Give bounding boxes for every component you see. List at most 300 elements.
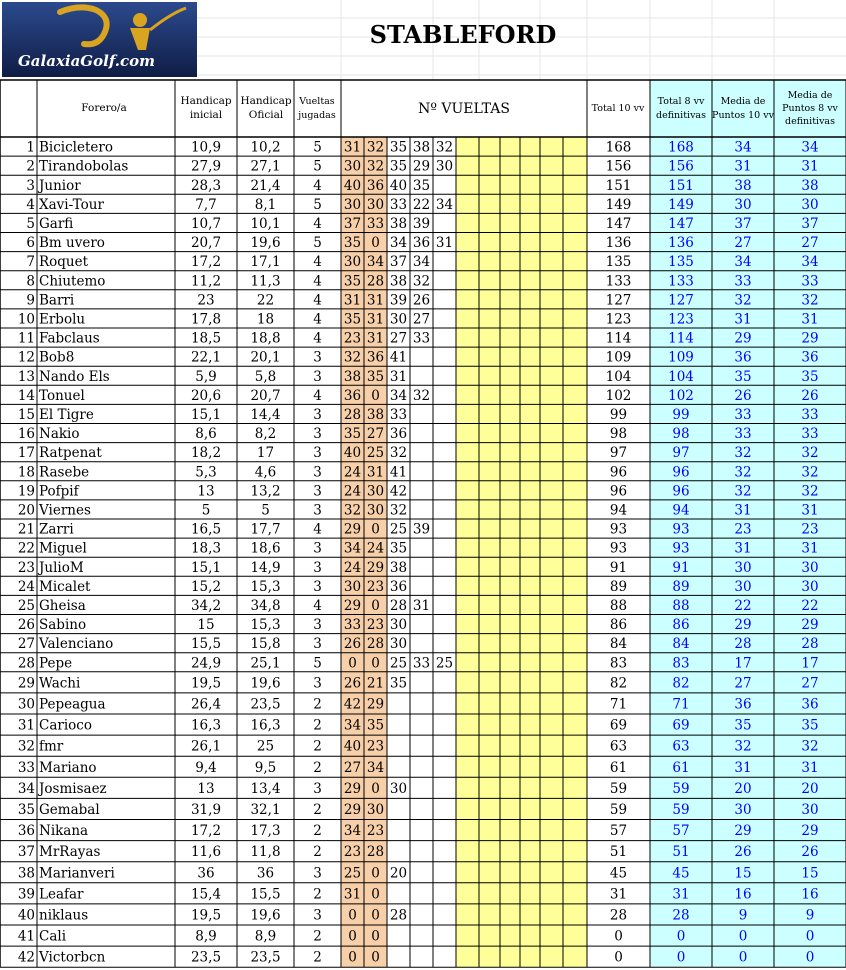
total-8-vv: 93 bbox=[672, 521, 690, 538]
vueltas-jugadas: 3 bbox=[313, 636, 322, 653]
media-10-vv: 32 bbox=[734, 445, 752, 462]
media-10-vv: 22 bbox=[734, 597, 752, 614]
media-10-vv: 31 bbox=[734, 502, 752, 519]
round-score: 30 bbox=[389, 311, 408, 328]
round-score: 40 bbox=[389, 177, 408, 194]
handicap-inicial: 11,6 bbox=[190, 844, 222, 861]
forero-name: JulioM bbox=[39, 559, 84, 576]
vueltas-jugadas: 2 bbox=[313, 801, 322, 818]
forero-name: Pepe bbox=[39, 655, 73, 672]
round-score: 32 bbox=[412, 387, 431, 404]
forero-name: Pepeagua bbox=[39, 696, 106, 713]
total-10-vv: 84 bbox=[609, 636, 628, 653]
handicap-inicial: 15 bbox=[197, 617, 215, 634]
round-score: 23 bbox=[343, 844, 362, 861]
total-10-vv: 147 bbox=[605, 215, 632, 232]
forero-name: Nikana bbox=[39, 823, 89, 840]
round-score: 0 bbox=[371, 521, 380, 538]
media-10-vv: 9 bbox=[738, 907, 748, 924]
media-10-vv: 33 bbox=[734, 426, 752, 443]
handicap-inicial: 36 bbox=[197, 865, 215, 882]
round-score: 34 bbox=[366, 254, 385, 271]
total-10-vv: 59 bbox=[609, 780, 628, 797]
total-8-vv: 97 bbox=[672, 445, 690, 462]
forero-name: Micalet bbox=[39, 578, 91, 595]
total-10-vv: 61 bbox=[609, 759, 628, 776]
round-score: 36 bbox=[366, 349, 385, 366]
round-score: 23 bbox=[343, 330, 362, 347]
round-score: 0 bbox=[371, 949, 380, 966]
media-8-vv: 34 bbox=[801, 139, 819, 156]
total-8-vv: 99 bbox=[672, 406, 690, 423]
table-body bbox=[18, 137, 846, 967]
total-10-vv: 93 bbox=[609, 540, 628, 557]
handicap-inicial: 20,7 bbox=[190, 235, 222, 252]
media-8-vv: 33 bbox=[801, 426, 819, 443]
media-8-vv: 30 bbox=[801, 801, 819, 818]
round-score: 35 bbox=[389, 675, 408, 692]
round-score: 40 bbox=[343, 177, 362, 194]
media-8-vv: 33 bbox=[801, 273, 819, 290]
vueltas-jugadas: 3 bbox=[313, 865, 322, 882]
row-number: 27 bbox=[17, 636, 35, 653]
logo-text: GalaxiaGolf.com bbox=[18, 52, 155, 70]
header-n-vueltas: Nº VUELTAS bbox=[418, 101, 510, 117]
handicap-oficial: 36 bbox=[256, 865, 275, 882]
handicap-oficial: 11,8 bbox=[250, 844, 281, 861]
round-score: 25 bbox=[389, 521, 408, 538]
round-score: 30 bbox=[366, 801, 385, 818]
round-score: 34 bbox=[366, 759, 385, 776]
handicap-inicial: 28,3 bbox=[190, 177, 222, 194]
round-score: 30 bbox=[389, 636, 408, 653]
handicap-oficial: 18,6 bbox=[250, 540, 281, 557]
handicap-inicial: 10,7 bbox=[190, 215, 222, 232]
media-8-vv: 33 bbox=[801, 406, 819, 423]
round-score: 29 bbox=[366, 559, 385, 576]
handicap-inicial: 18,2 bbox=[190, 445, 222, 462]
media-10-vv: 30 bbox=[734, 559, 752, 576]
handicap-inicial: 20,6 bbox=[190, 387, 222, 404]
total-8-vv: 114 bbox=[668, 330, 694, 347]
round-score: 33 bbox=[389, 406, 408, 423]
total-10-vv: 99 bbox=[609, 406, 628, 423]
handicap-inicial: 34,2 bbox=[190, 597, 222, 614]
total-8-vv: 88 bbox=[672, 597, 690, 614]
round-score: 33 bbox=[412, 330, 431, 347]
handicap-oficial: 16,3 bbox=[250, 717, 281, 734]
round-score: 38 bbox=[389, 273, 408, 290]
media-8-vv: 29 bbox=[801, 617, 819, 634]
media-8-vv: 17 bbox=[801, 655, 819, 672]
forero-name: Sabino bbox=[39, 617, 87, 634]
handicap-inicial: 15,1 bbox=[190, 559, 222, 576]
vueltas-jugadas: 4 bbox=[313, 177, 322, 194]
vueltas-jugadas: 3 bbox=[313, 368, 322, 385]
forero-name: MrRayas bbox=[39, 844, 101, 861]
forero-name: El Tigre bbox=[39, 406, 94, 423]
total-10-vv: 127 bbox=[605, 292, 632, 309]
handicap-inicial: 17,2 bbox=[190, 823, 222, 840]
handicap-inicial: 8,9 bbox=[195, 928, 217, 945]
round-score: 30 bbox=[435, 158, 454, 175]
round-score: 26 bbox=[412, 292, 431, 309]
row-number: 26 bbox=[17, 617, 35, 634]
media-8-vv: 35 bbox=[801, 368, 819, 385]
total-8-vv: 98 bbox=[672, 426, 690, 443]
forero-name: Viernes bbox=[39, 502, 91, 519]
handicap-inicial: 22,1 bbox=[190, 349, 222, 366]
total-8-vv: 127 bbox=[668, 292, 694, 309]
media-8-vv: 32 bbox=[801, 738, 819, 755]
media-8-vv: 29 bbox=[801, 330, 819, 347]
forero-name: fmr bbox=[39, 738, 64, 755]
handicap-inicial: 9,4 bbox=[195, 759, 217, 776]
forero-name: Bob8 bbox=[39, 349, 75, 366]
media-10-vv: 31 bbox=[734, 540, 752, 557]
total-8-vv: 133 bbox=[668, 273, 694, 290]
total-8-vv: 96 bbox=[672, 464, 690, 481]
row-number: 37 bbox=[17, 844, 35, 861]
round-score: 34 bbox=[389, 235, 408, 252]
row-number: 10 bbox=[17, 311, 35, 328]
row-number: 3 bbox=[26, 177, 35, 194]
total-8-vv: 0 bbox=[676, 928, 686, 945]
media-10-vv: 23 bbox=[734, 521, 752, 538]
round-score: 42 bbox=[389, 483, 408, 500]
row-number: 35 bbox=[17, 801, 35, 818]
vueltas-jugadas: 3 bbox=[313, 464, 322, 481]
handicap-oficial: 15,8 bbox=[250, 636, 281, 653]
forero-name: Tonuel bbox=[39, 387, 85, 404]
total-10-vv: 51 bbox=[609, 844, 628, 861]
round-score: 20 bbox=[389, 865, 408, 882]
round-score: 31 bbox=[366, 464, 385, 481]
forero-name: Roquet bbox=[39, 254, 89, 271]
round-score: 34 bbox=[343, 540, 362, 557]
round-score: 30 bbox=[366, 502, 385, 519]
row-number: 28 bbox=[17, 655, 35, 672]
round-score: 38 bbox=[389, 215, 408, 232]
row-number: 16 bbox=[17, 426, 35, 443]
round-score: 32 bbox=[412, 273, 431, 290]
total-8-vv: 135 bbox=[668, 254, 694, 271]
forero-name: Zarri bbox=[39, 521, 74, 538]
media-10-vv: 35 bbox=[734, 368, 752, 385]
round-score: 35 bbox=[389, 158, 408, 175]
forero-name: Garfi bbox=[39, 215, 74, 232]
media-8-vv: 31 bbox=[801, 759, 819, 776]
header-handicap-inicial-1: Handicap bbox=[180, 95, 232, 107]
handicap-oficial: 18,8 bbox=[250, 330, 281, 347]
handicap-oficial: 8,2 bbox=[254, 426, 277, 443]
forero-name: Bicicletero bbox=[39, 139, 113, 156]
round-score: 0 bbox=[371, 907, 380, 924]
total-8-vv: 91 bbox=[672, 559, 690, 576]
handicap-inicial: 19,5 bbox=[190, 907, 222, 924]
handicap-inicial: 7,7 bbox=[195, 196, 217, 213]
handicap-inicial: 15,4 bbox=[190, 886, 222, 903]
total-10-vv: 114 bbox=[605, 330, 632, 347]
handicap-oficial: 15,3 bbox=[250, 578, 281, 595]
vueltas-jugadas: 4 bbox=[313, 292, 322, 309]
total-10-vv: 57 bbox=[609, 823, 628, 840]
handicap-oficial: 10,1 bbox=[250, 215, 281, 232]
round-score: 36 bbox=[412, 235, 431, 252]
media-8-vv: 36 bbox=[801, 696, 819, 713]
handicap-inicial: 19,5 bbox=[190, 675, 222, 692]
round-score: 25 bbox=[366, 445, 385, 462]
round-score: 40 bbox=[343, 445, 362, 462]
round-score: 29 bbox=[343, 801, 362, 818]
round-score: 33 bbox=[389, 196, 408, 213]
round-score: 0 bbox=[371, 387, 380, 404]
round-score: 33 bbox=[366, 215, 385, 232]
round-score: 38 bbox=[343, 368, 362, 385]
media-10-vv: 33 bbox=[734, 273, 752, 290]
round-score: 35 bbox=[343, 235, 362, 252]
total-10-vv: 104 bbox=[605, 368, 632, 385]
media-10-vv: 29 bbox=[734, 617, 752, 634]
media-10-vv: 30 bbox=[734, 578, 752, 595]
handicap-inicial: 15,1 bbox=[190, 406, 222, 423]
row-number: 22 bbox=[17, 540, 35, 557]
handicap-oficial: 25,1 bbox=[250, 655, 281, 672]
row-number: 31 bbox=[17, 717, 35, 734]
total-8-vv: 89 bbox=[672, 578, 690, 595]
media-8-vv: 0 bbox=[805, 928, 815, 945]
vueltas-jugadas: 5 bbox=[313, 158, 322, 175]
handicap-oficial: 9,5 bbox=[254, 759, 277, 776]
media-10-vv: 32 bbox=[734, 738, 752, 755]
forero-name: Barri bbox=[39, 292, 75, 309]
round-score: 40 bbox=[343, 738, 362, 755]
media-10-vv: 17 bbox=[734, 655, 752, 672]
row-number: 14 bbox=[17, 387, 35, 404]
forero-name: Chiutemo bbox=[39, 273, 106, 290]
round-score: 31 bbox=[435, 235, 454, 252]
total-8-vv: 93 bbox=[672, 540, 690, 557]
round-score: 28 bbox=[366, 844, 385, 861]
total-10-vv: 45 bbox=[609, 865, 628, 882]
round-score: 35 bbox=[412, 177, 431, 194]
handicap-oficial: 25 bbox=[256, 738, 275, 755]
total-10-vv: 98 bbox=[609, 426, 628, 443]
header-handicap-oficial-1: Handicap bbox=[240, 95, 292, 107]
media-8-vv: 35 bbox=[801, 717, 819, 734]
media-8-vv: 32 bbox=[801, 464, 819, 481]
round-score: 35 bbox=[389, 540, 408, 557]
round-score: 30 bbox=[343, 158, 362, 175]
total-8-vv: 82 bbox=[672, 675, 690, 692]
total-8-vv: 151 bbox=[668, 177, 694, 194]
media-10-vv: 32 bbox=[734, 483, 752, 500]
total-8-vv: 59 bbox=[672, 780, 690, 797]
media-10-vv: 36 bbox=[734, 349, 752, 366]
header-media-8-3: definitivas bbox=[785, 116, 835, 127]
handicap-oficial: 34,8 bbox=[250, 597, 281, 614]
media-10-vv: 34 bbox=[734, 254, 752, 271]
row-number: 11 bbox=[17, 330, 35, 347]
handicap-oficial: 5 bbox=[261, 502, 270, 519]
total-10-vv: 123 bbox=[605, 311, 632, 328]
media-10-vv: 27 bbox=[734, 675, 752, 692]
handicap-inicial: 17,2 bbox=[190, 254, 222, 271]
vueltas-jugadas: 4 bbox=[313, 330, 322, 347]
handicap-oficial: 19,6 bbox=[250, 907, 281, 924]
row-number: 20 bbox=[17, 502, 35, 519]
handicap-oficial: 17,7 bbox=[250, 521, 281, 538]
vueltas-jugadas: 3 bbox=[313, 445, 322, 462]
round-score: 35 bbox=[389, 139, 408, 156]
vueltas-jugadas: 4 bbox=[313, 254, 322, 271]
round-score: 35 bbox=[343, 426, 362, 443]
total-10-vv: 69 bbox=[609, 717, 628, 734]
total-10-vv: 63 bbox=[609, 738, 628, 755]
media-8-vv: 26 bbox=[801, 844, 819, 861]
total-8-vv: 69 bbox=[672, 717, 690, 734]
round-score: 28 bbox=[343, 406, 362, 423]
round-score: 41 bbox=[389, 464, 408, 481]
total-8-vv: 94 bbox=[672, 502, 690, 519]
row-number: 4 bbox=[26, 196, 35, 213]
handicap-oficial: 23,5 bbox=[250, 949, 281, 966]
handicap-oficial: 32,1 bbox=[250, 801, 281, 818]
round-score: 36 bbox=[389, 426, 408, 443]
header-forero: Forero/a bbox=[81, 102, 127, 114]
round-score: 30 bbox=[389, 780, 408, 797]
handicap-inicial: 16,5 bbox=[190, 521, 222, 538]
row-number: 9 bbox=[26, 292, 35, 309]
vueltas-jugadas: 3 bbox=[313, 406, 322, 423]
round-score: 27 bbox=[343, 759, 362, 776]
handicap-oficial: 11,3 bbox=[250, 273, 281, 290]
handicap-inicial: 31,9 bbox=[190, 801, 222, 818]
total-8-vv: 104 bbox=[668, 368, 694, 385]
media-10-vv: 33 bbox=[734, 406, 752, 423]
row-number: 23 bbox=[17, 559, 35, 576]
forero-name: Josmisaez bbox=[39, 780, 107, 797]
total-8-vv: 109 bbox=[668, 349, 694, 366]
round-score: 31 bbox=[366, 311, 385, 328]
round-score: 29 bbox=[366, 696, 385, 713]
total-10-vv: 135 bbox=[605, 254, 632, 271]
total-10-vv: 156 bbox=[605, 158, 632, 175]
media-8-vv: 31 bbox=[801, 311, 819, 328]
total-10-vv: 0 bbox=[614, 949, 623, 966]
round-score: 24 bbox=[366, 540, 385, 557]
row-number: 13 bbox=[17, 368, 35, 385]
round-score: 31 bbox=[412, 597, 431, 614]
row-number: 5 bbox=[26, 215, 35, 232]
media-8-vv: 16 bbox=[801, 886, 819, 903]
handicap-inicial: 11,2 bbox=[190, 273, 222, 290]
round-score: 23 bbox=[366, 738, 385, 755]
row-number: 30 bbox=[17, 696, 35, 713]
total-10-vv: 59 bbox=[609, 801, 628, 818]
media-10-vv: 0 bbox=[738, 928, 748, 945]
media-8-vv: 36 bbox=[801, 349, 819, 366]
round-score: 30 bbox=[343, 254, 362, 271]
handicap-inicial: 5 bbox=[201, 502, 211, 519]
vueltas-jugadas: 4 bbox=[313, 273, 322, 290]
vueltas-jugadas: 4 bbox=[313, 597, 322, 614]
media-8-vv: 27 bbox=[801, 675, 819, 692]
round-score: 30 bbox=[343, 196, 362, 213]
handicap-oficial: 17,1 bbox=[250, 254, 281, 271]
round-score: 32 bbox=[343, 502, 362, 519]
handicap-inicial: 18,3 bbox=[190, 540, 222, 557]
forero-name: Marianveri bbox=[39, 865, 115, 882]
vueltas-jugadas: 2 bbox=[313, 886, 322, 903]
round-score: 39 bbox=[389, 292, 408, 309]
vueltas-jugadas: 3 bbox=[313, 483, 322, 500]
round-score: 30 bbox=[366, 196, 385, 213]
media-10-vv: 30 bbox=[734, 196, 752, 213]
media-10-vv: 32 bbox=[734, 292, 752, 309]
round-score: 23 bbox=[366, 617, 385, 634]
round-score: 28 bbox=[389, 597, 408, 614]
row-number: 12 bbox=[17, 349, 35, 366]
round-score: 33 bbox=[343, 617, 362, 634]
handicap-oficial: 8,9 bbox=[254, 928, 277, 945]
round-score: 38 bbox=[412, 139, 431, 156]
total-8-vv: 84 bbox=[672, 636, 690, 653]
header-total-10: Total 10 vv bbox=[591, 103, 645, 114]
media-10-vv: 0 bbox=[738, 949, 748, 966]
total-10-vv: 109 bbox=[605, 349, 632, 366]
media-8-vv: 37 bbox=[801, 215, 819, 232]
forero-name: Fabclaus bbox=[39, 330, 100, 347]
handicap-oficial: 17,3 bbox=[250, 823, 281, 840]
vueltas-jugadas: 5 bbox=[313, 655, 322, 672]
media-10-vv: 36 bbox=[734, 696, 752, 713]
galaxiagolf-logo bbox=[2, 2, 197, 77]
handicap-oficial: 13,4 bbox=[250, 780, 281, 797]
total-10-vv: 96 bbox=[609, 464, 628, 481]
media-8-vv: 15 bbox=[801, 865, 819, 882]
row-number: 42 bbox=[17, 949, 35, 966]
media-8-vv: 30 bbox=[801, 578, 819, 595]
total-8-vv: 123 bbox=[668, 311, 694, 328]
round-score: 34 bbox=[389, 387, 408, 404]
row-number: 7 bbox=[26, 254, 35, 271]
total-10-vv: 91 bbox=[609, 559, 628, 576]
media-10-vv: 31 bbox=[734, 158, 752, 175]
vueltas-jugadas: 3 bbox=[313, 349, 322, 366]
round-score: 29 bbox=[343, 597, 362, 614]
round-score: 31 bbox=[343, 292, 362, 309]
total-8-vv: 63 bbox=[672, 738, 690, 755]
media-8-vv: 32 bbox=[801, 483, 819, 500]
handicap-oficial: 5,8 bbox=[254, 368, 277, 385]
round-score: 38 bbox=[389, 559, 408, 576]
row-number: 34 bbox=[17, 780, 35, 797]
vueltas-jugadas: 3 bbox=[313, 502, 322, 519]
round-score: 28 bbox=[366, 273, 385, 290]
vueltas-jugadas: 5 bbox=[313, 235, 322, 252]
media-10-vv: 31 bbox=[734, 759, 752, 776]
forero-name: Junior bbox=[39, 177, 81, 194]
vueltas-jugadas: 2 bbox=[313, 759, 322, 776]
handicap-inicial: 13 bbox=[197, 780, 215, 797]
row-number: 39 bbox=[17, 886, 35, 903]
round-score: 35 bbox=[343, 273, 362, 290]
media-10-vv: 26 bbox=[734, 387, 752, 404]
round-score: 32 bbox=[435, 139, 454, 156]
round-score: 39 bbox=[412, 521, 431, 538]
handicap-inicial: 15,2 bbox=[190, 578, 222, 595]
